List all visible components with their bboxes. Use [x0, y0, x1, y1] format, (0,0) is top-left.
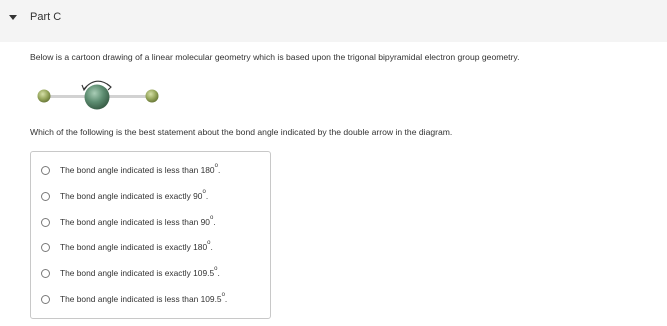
molecule-diagram	[30, 76, 170, 116]
option-2[interactable]	[41, 214, 216, 230]
radio-button[interactable]	[41, 192, 50, 201]
option-label: The bond angle indicated is exactly 109.5$^o$.	[60, 266, 220, 278]
bond-right	[104, 95, 152, 98]
part-header[interactable]	[0, 0, 667, 42]
intro-text: Below is a cartoon drawing of a linear molecular geometry which is based upon the trigonal bipyramidal electron group geometry.	[30, 52, 520, 62]
central-atom	[85, 85, 110, 110]
radio-button[interactable]	[41, 243, 50, 252]
option-3[interactable]	[41, 239, 213, 255]
answer-options	[30, 151, 271, 319]
option-label: The bond angle indicated is less than 180$^o$.	[60, 163, 221, 175]
radio-button[interactable]	[41, 295, 50, 304]
option-label: The bond angle indicated is exactly 180$^o$.	[60, 240, 213, 252]
radio-button[interactable]	[41, 218, 50, 227]
radio-button[interactable]	[41, 269, 50, 278]
option-0[interactable]	[41, 162, 220, 178]
collapse-caret-icon[interactable]	[9, 15, 17, 20]
option-label: The bond angle indicated is less than 90$^o$.	[60, 215, 216, 227]
outer-atom-left	[38, 90, 51, 103]
question-text: Which of the following is the best statement about the bond angle indicated by the double arrow in the diagram.	[30, 127, 453, 137]
option-label: The bond angle indicated is less than 109.5$^o$.	[60, 292, 228, 304]
option-label: The bond angle indicated is exactly 90$^o$.	[60, 189, 209, 201]
outer-atom-right	[146, 90, 159, 103]
option-5[interactable]	[41, 291, 227, 307]
option-4[interactable]	[41, 265, 220, 281]
option-1[interactable]	[41, 188, 208, 204]
part-title: Part C	[30, 11, 62, 23]
radio-button[interactable]	[41, 166, 50, 175]
